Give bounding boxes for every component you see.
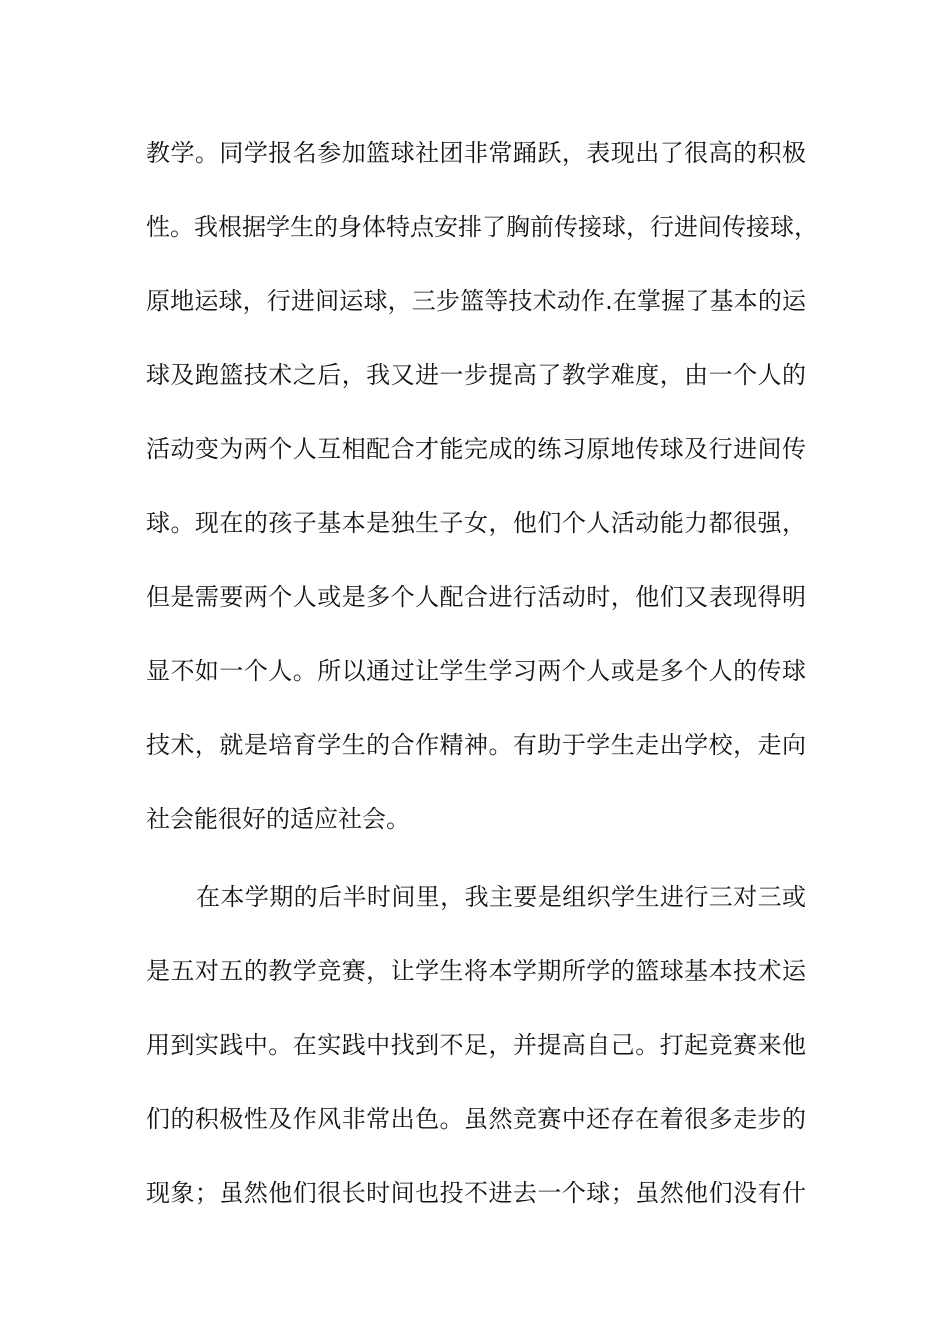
text-line-3: 原地运球，行进间运球，三步篮等技术动作.在掌握了基本的运 [146, 287, 806, 315]
text-line-15: 现象；虽然他们很长时间也投不进去一个球；虽然他们没有什 [146, 1179, 806, 1207]
text-line-7: 但是需要两个人或是多个人配合进行活动时，他们又表现得明 [146, 583, 806, 611]
text-line-4: 球及跑篮技术之后，我又进一步提高了教学难度，由一个人的 [146, 361, 806, 389]
text-line-13: 用到实践中。在实践中找到不足，并提高自己。打起竞赛来他 [146, 1031, 806, 1059]
text-line-5: 活动变为两个人互相配合才能完成的练习原地传球及行进间传 [146, 435, 806, 463]
text-line-2: 性。我根据学生的身体特点安排了胸前传接球，行进间传接球， [146, 213, 818, 241]
text-line-1: 教学。同学报名参加篮球社团非常踊跃，表现出了很高的积极 [146, 139, 806, 167]
text-line-8: 显不如一个人。所以通过让学生学习两个人或是多个人的传球 [146, 657, 806, 685]
text-line-10: 社会能很好的适应社会。 [146, 805, 410, 833]
text-line-9: 技术，就是培育学生的合作精神。有助于学生走出学校，走向 [146, 731, 806, 759]
text-line-6: 球。现在的孩子基本是独生子女，他们个人活动能力都很强， [146, 509, 806, 537]
text-line-12: 是五对五的教学竞赛，让学生将本学期所学的篮球基本技术运 [146, 957, 806, 985]
text-line-14: 们的积极性及作风非常出色。虽然竞赛中还存在着很多走步的 [146, 1105, 806, 1133]
text-line-11: 在本学期的后半时间里，我主要是组织学生进行三对三或 [196, 883, 806, 911]
